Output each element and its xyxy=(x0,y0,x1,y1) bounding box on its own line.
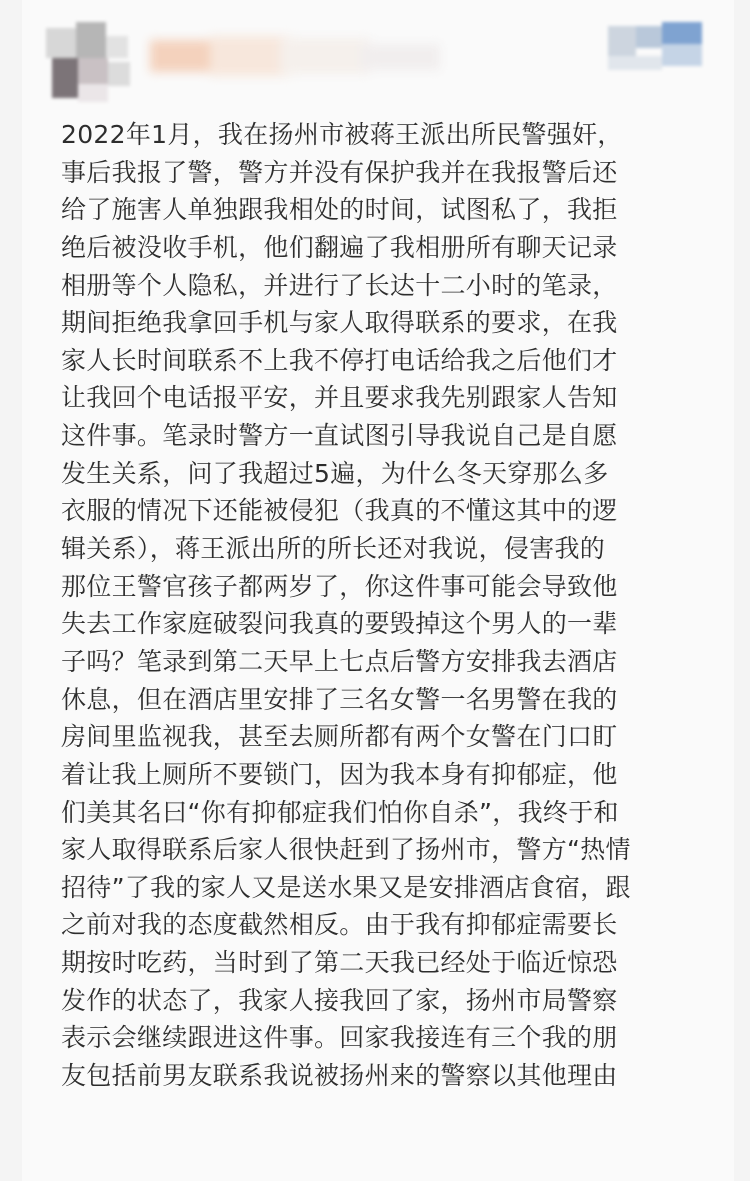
post-text-line: 绝后被没收手机，他们翻遍了我相册所有聊天记录 xyxy=(61,232,618,262)
post-text-line: 休息，但在酒店里安排了三名女警一名男警在我的 xyxy=(61,684,618,714)
post-text-line: 辑关系），蒋王派出所的所长还对我说，侵害我的 xyxy=(61,534,606,564)
post-text-line: 表示会继续跟进这件事。回家我接连有三个我的朋 xyxy=(61,1023,618,1053)
post-text-line: 这件事。笔录时警方一直试图引导我说自己是自愿 xyxy=(61,421,618,451)
post-header xyxy=(0,0,750,110)
badge-blurred xyxy=(608,22,704,72)
post-text-line: 衣服的情况下还能被侵犯（我真的不懂这其中的逻 xyxy=(61,496,618,526)
post-text-line: 期间拒绝我拿回手机与家人取得联系的要求，在我 xyxy=(61,308,618,338)
post-text-line: 2022年1月，我在扬州市被蒋王派出所民警强奸， xyxy=(61,120,623,149)
post-text-line: 发作的状态了，我家人接我回了家，扬州市局警察 xyxy=(61,985,618,1015)
post-text-line: 之前对我的态度截然相反。由于我有抑郁症需要长 xyxy=(61,910,618,940)
username-blurred[interactable] xyxy=(150,32,450,84)
post-text-line: 失去工作家庭破裂问我真的要毁掉这个男人的一辈 xyxy=(61,609,618,639)
post-text-line: 家人长时间联系不上我不停打电话给我之后他们才 xyxy=(61,345,618,375)
post-text-line: 子吗？笔录到第二天早上七点后警方安排我去酒店 xyxy=(61,646,618,676)
post-text-line: 给了施害人单独跟我相处的时间，试图私了，我拒 xyxy=(61,195,618,225)
post-text-line: 期按时吃药，当时到了第二天我已经处于临近惊恐 xyxy=(61,948,618,978)
post-text-line: 家人取得联系后家人很快赶到了扬州市，警方“热情 xyxy=(61,835,631,865)
post-text-line: 发生关系，问了我超过5遍，为什么冬天穿那么多 xyxy=(61,458,609,488)
post-text-line: 友包括前男友联系我说被扬州来的警察以其他理由 xyxy=(61,1061,618,1091)
post-text-line: 招待”了我的家人又是送水果又是安排酒店食宿，跟 xyxy=(61,872,631,902)
post-text-line: 事后我报了警，警方并没有保护我并在我报警后还 xyxy=(61,157,618,187)
post-text-line: 让我回个电话报平安，并且要求我先别跟家人告知 xyxy=(61,383,618,413)
post-text-line: 们美其名曰“你有抑郁症我们怕你自杀”，我终于和 xyxy=(61,797,619,827)
post-text-line: 房间里监视我，甚至去厕所都有两个女警在门口盯 xyxy=(61,722,618,752)
post-text-line: 那位王警官孩子都两岁了，你这件事可能会导致他 xyxy=(61,571,618,601)
post-text xyxy=(61,116,701,1095)
post-text-line: 着让我上厕所不要锁门，因为我本身有抑郁症，他 xyxy=(61,759,618,789)
post-text-line: 相册等个人隐私，并进行了长达十二小时的笔录， xyxy=(61,270,618,300)
avatar[interactable] xyxy=(46,22,136,104)
